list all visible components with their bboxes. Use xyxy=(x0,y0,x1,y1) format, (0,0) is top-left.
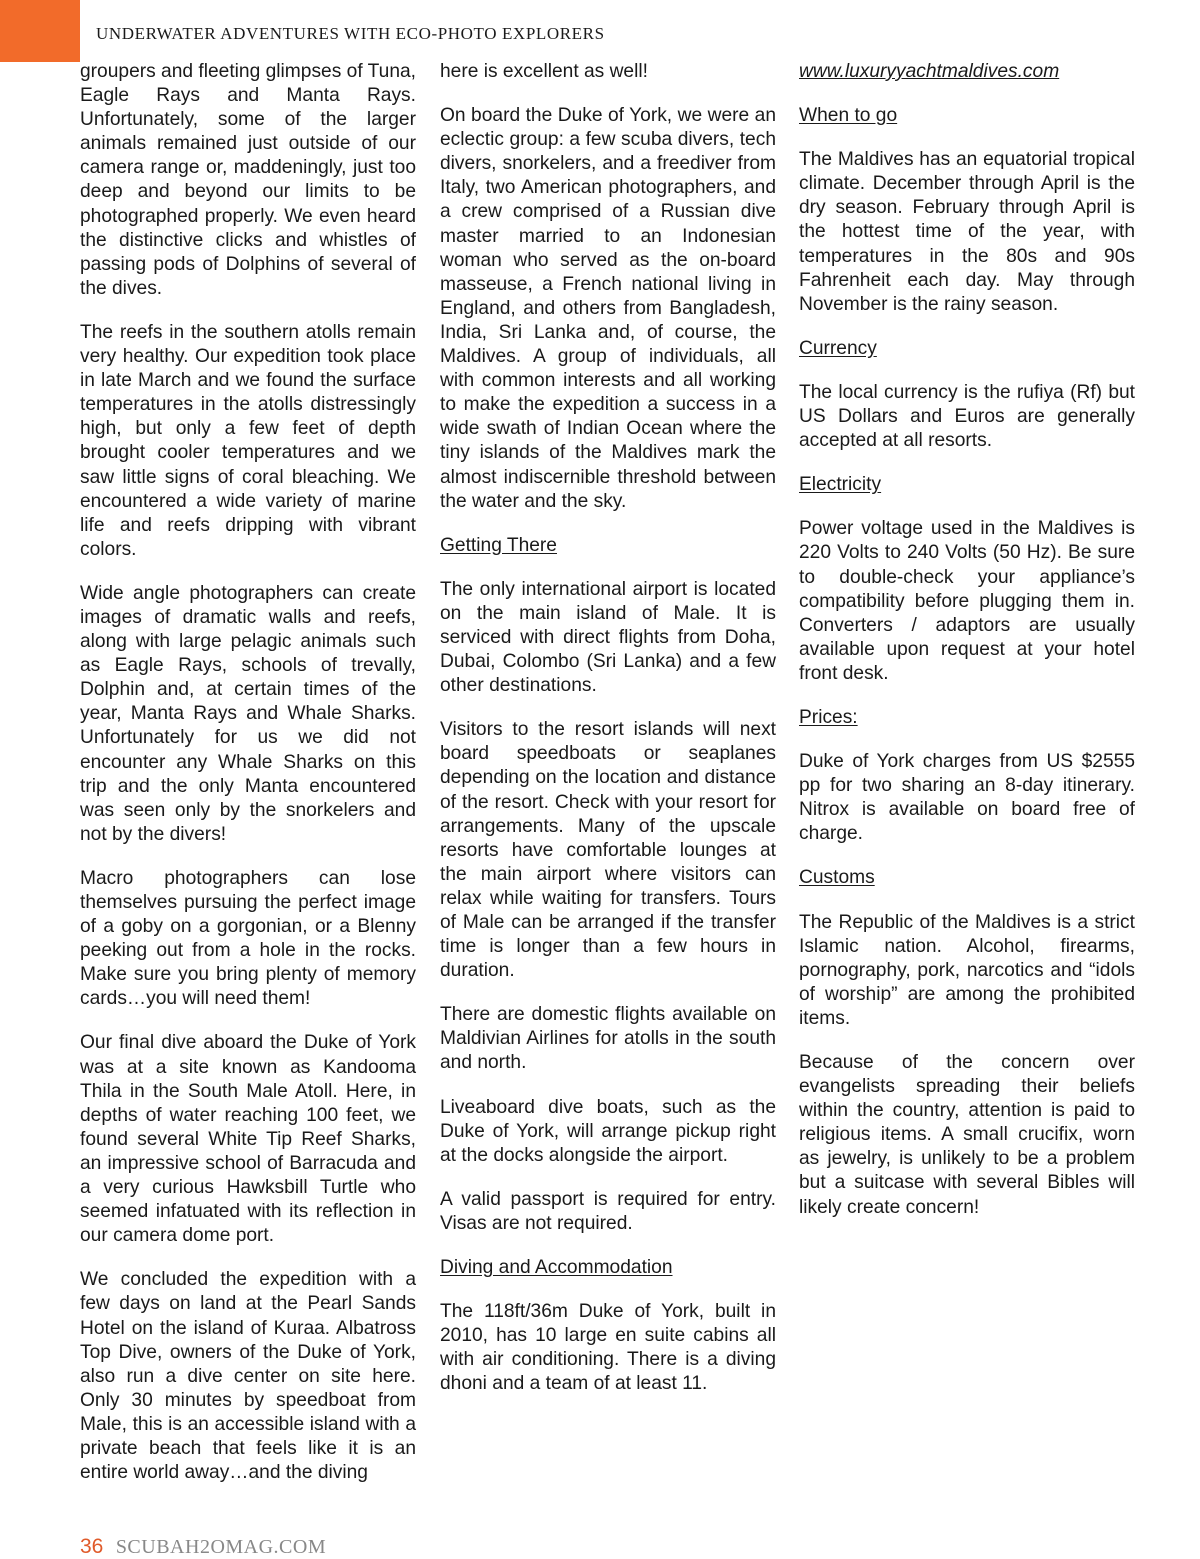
paragraph: The local currency is the rufiya (Rf) but US Dollars and Euros are generally accepted at all resorts. xyxy=(799,381,1135,452)
paragraph: A valid passport is required for entry. Visas are not required. xyxy=(440,1188,776,1234)
page-footer xyxy=(80,1535,326,1559)
paragraph: here is excellent as well! xyxy=(440,61,648,82)
paragraph: Power voltage used in the Maldives is 220 Volts to 240 Volts (50 Hz). Be sure to double-check your appliance’s compatibility before plugging them in. Converters / adaptors are usually available upon request at your hotel front desk. xyxy=(799,518,1135,684)
paragraph: Because of the concern over evangelists spreading their beliefs within the country, attention is paid to religious items. A small crucifix, worn as jewelry, is unlikely to be a problem but a suitcase with several Bibles will likely create concern! xyxy=(799,1052,1135,1218)
page-number: 36 xyxy=(80,1535,104,1558)
paragraph: There are domestic flights available on Maldivian Airlines for atolls in the south and north. xyxy=(440,1004,776,1074)
header-accent-block xyxy=(0,0,80,62)
running-head: UNDERWATER ADVENTURES WITH ECO-PHOTO EXPLORERS xyxy=(96,24,605,43)
paragraph: groupers and fleeting glimpses of Tuna, Eagle Rays and Manta Rays. Unfortunately, some of the larger animals remained just outside of our camera range or, maddeningly, just too deep and beyond our limits to be photographed properly. We even heard the distinctive clicks and whistles of passing pods of Dolphins of several of the dives. xyxy=(80,61,416,299)
section-heading-electricity: Electricity xyxy=(799,474,882,496)
paragraph: We concluded the expedition with a few days on land at the Pearl Sands Hotel on the island of Kuraa. Albatross Top Dive, owners of the Duke of York, also run a dive center on site here. Only 30 minutes by speedboat from Male, this is an accessible island with a private beach that feels like it is an entire world away…and the diving xyxy=(80,1269,416,1484)
section-heading-diving-accommodation: Diving and Accommodation xyxy=(440,1257,673,1279)
footer-site-name: SCUBAH2OMAG.COM xyxy=(115,1536,327,1558)
paragraph: The Republic of the Maldives is a strict Islamic nation. Alcohol, firearms, pornography, pork, narcotics and “idols of worship” are among the prohibited items. xyxy=(799,911,1135,1029)
paragraph: Wide angle photographers can create images of dramatic walls and reefs, along with large pelagic animals such as Eagle Rays, schools of trevally, Dolphin and, at certain times of the year, Manta Rays and Whale Sharks. Unfortunately for us we did not encounter any Whale Sharks on this trip and the only Manta encountered was seen only by the snorkelers and not by the divers! xyxy=(80,582,416,845)
section-heading-when-to-go: When to go xyxy=(799,105,898,127)
website-link[interactable]: www.luxuryyachtmaldives.com xyxy=(799,61,1060,82)
paragraph: The only international airport is located on the main island of Male. It is serviced with direct flights from Doha, Dubai, Colombo (Sri Lanka) and a few other destinations. xyxy=(440,578,776,697)
article-column-1 xyxy=(80,60,416,1505)
paragraph: Macro photographers can lose themselves pursuing the perfect image of a goby on a gorgonian, or a Blenny peeking out from a hole in the rocks. Make sure you bring plenty of memory cards…you will need them! xyxy=(80,867,416,1010)
section-heading-customs: Customs xyxy=(799,867,875,889)
paragraph: The Maldives has an equatorial tropical climate. December through April is the dry season. February through April is the hottest time of the year, with temperatures in the 80s and 90s Fahrenheit each day. May through November is the rainy season. xyxy=(799,149,1135,315)
article-column-2 xyxy=(440,60,776,1417)
section-heading-getting-there: Getting There xyxy=(440,534,557,556)
paragraph: The 118ft/36m Duke of York, built in 2010, has 10 large en suite cabins all with air conditioning. There is a diving dhoni and a team of at least 11. xyxy=(440,1301,776,1395)
paragraph: On board the Duke of York, we were an eclectic group: a few scuba divers, tech divers, snorkelers, and a freediver from Italy, two American photographers, and a crew comprised of a Russian dive master married to an Indonesian woman who served as the on-board masseuse, a French national living in England, and others from Bangladesh, India, Sri Lanka and, of course, the Maldives. A group of individuals, all with common interests and all working to make the expedition a success in a wide swath of Indian Ocean where the tiny islands of the Maldives mark the almost indiscernible threshold between the water and the sky. xyxy=(440,105,776,512)
article-column-3 xyxy=(799,60,1135,1240)
paragraph: The reefs in the southern atolls remain very healthy. Our expedition took place in late March and we found the surface temperatures in the atolls distressingly high, but only a few feet of depth brought cooler temperatures and we saw little signs of coral bleaching. We encountered a wide variety of marine life and reefs dripping with vibrant colors. xyxy=(80,321,416,560)
paragraph: Duke of York charges from US $2555 pp for two sharing an 8-day itinerary. Nitrox is available on board free of charge. xyxy=(799,751,1135,845)
paragraph: Liveaboard dive boats, such as the Duke of York, will arrange pickup right at the docks alongside the airport. xyxy=(440,1096,776,1166)
section-heading-currency: Currency xyxy=(799,337,877,359)
paragraph: Our final dive aboard the Duke of York was at a site known as Kandooma Thila in the South Male Atoll. Here, in depths of water reaching 100 feet, we found several White Tip Reef Sharks, an impressive school of Barracuda and a very curious Hawksbill Turtle who seemed infatuated with its reflection in our camera dome port. xyxy=(80,1032,416,1247)
paragraph: Visitors to the resort islands will next board speedboats or seaplanes depending on the location and distance of the resort. Check with your resort for arrangements. Many of the upscale resorts have comfortable lounges at the main airport where visitors can relax while waiting for transfers. Tours of Male can be arranged if the transfer time is longer than a few hours in duration. xyxy=(440,719,776,982)
section-heading-prices: Prices: xyxy=(799,706,858,728)
